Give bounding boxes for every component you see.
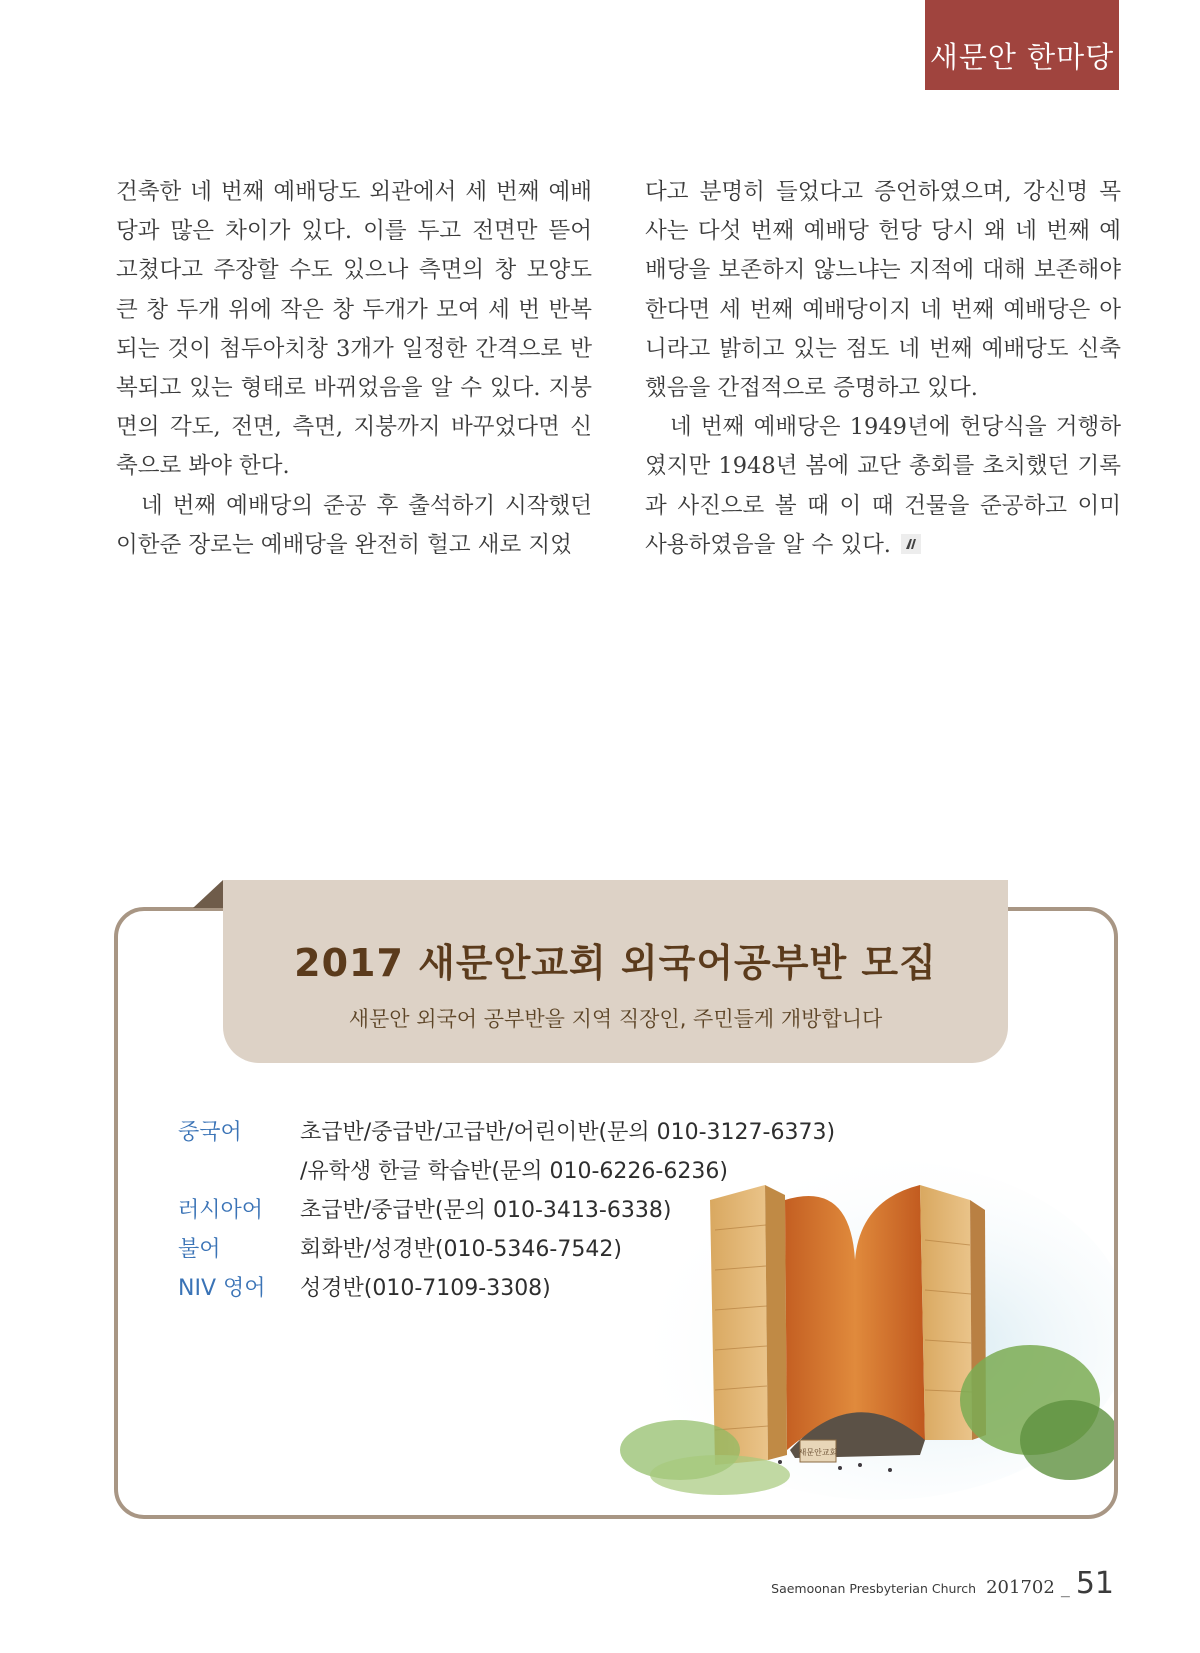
building-sign-text: 새문안교회 <box>798 1448 838 1457</box>
page-footer <box>771 1566 1114 1601</box>
class-detail: 초급반/중급반/고급반/어린이반(문의 010-3127-6373) /유학생 한글 학습반(문의 010-6226-6236) <box>300 1120 836 1184</box>
class-row <box>178 1230 918 1269</box>
class-language: 러시아어 <box>178 1198 264 1223</box>
class-row <box>178 1191 918 1230</box>
page-number: 51 <box>1075 1566 1114 1601</box>
class-language: 중국어 <box>178 1120 242 1145</box>
class-detail: 회화반/성경반(010-5346-7542) <box>300 1237 622 1262</box>
footer-issue: 201702 <box>986 1577 1055 1598</box>
footer-church-name: Saemoonan Presbyterian Church <box>771 1581 977 1596</box>
article-paragraph: 네 번째 예배당의 준공 후 출석하기 시작했던 이한준 장로는 예배당을 완전히 헐고 새로 지었 <box>116 492 592 558</box>
class-detail: 성경반(010-7109-3308) <box>300 1276 551 1301</box>
article-paragraph-last <box>645 408 1121 565</box>
article-paragraph: 다고 분명히 들었다고 증언하였으며, 강신명 목사는 다섯 번째 예배당 헌당 당시 왜 네 번째 예배당을 보존하지 않느냐는 지적에 대해 보존해야 한다면 세 번째 예배당이지 네 번째 예배당은 아니라고 밝히고 있는 점도 네 번째 예배당도 신축했음을 간접적으로 증명하고 있다. <box>645 179 1121 402</box>
section-tab: 새문안 한마당 <box>925 0 1119 90</box>
article-paragraph-text: 네 번째 예배당은 1949년에 헌당식을 거행하였지만 1948년 봄에 교단 총회를 초치했던 기록과 사진으로 볼 때 이 때 건물을 준공하고 이미 사용하였음을 알 수 있다. <box>645 414 1121 558</box>
end-mark-icon <box>901 534 921 554</box>
notice-subtitle: 새문안 외국어 공부반을 지역 직장인, 주민들게 개방합니다 <box>348 1007 883 1031</box>
notice-banner <box>223 880 1008 1063</box>
class-list <box>178 1113 918 1308</box>
class-detail: 초급반/중급반(문의 010-3413-6338) <box>300 1198 672 1223</box>
article-paragraph: 건축한 네 번째 예배당도 외관에서 세 번째 예배당과 많은 차이가 있다. 이를 두고 전면만 뜯어 고쳤다고 주장할 수도 있으나 측면의 창 모양도 큰 창 두개 위에 작은 창 두개가 모여 세 번 반복되는 것이 첨두아치창 3개가 일정한 간격으로 반복되고 있는 형태로 바뀌었음을 알 수 있다. 지붕면의 각도, 전면, 측면, 지붕까지 바꾸었다면 신축으로 봐야 한다. <box>116 179 592 480</box>
footer-separator: _ <box>1060 1577 1070 1598</box>
notice-title: 2017 새문안교회 외국어공부반 모집 <box>294 941 937 985</box>
class-row <box>178 1269 918 1308</box>
article-column-left <box>116 173 592 565</box>
class-language: NIV 영어 <box>178 1276 266 1301</box>
class-row <box>178 1113 918 1191</box>
banner-fold <box>193 880 223 908</box>
class-language: 불어 <box>178 1237 221 1262</box>
article-column-right <box>645 173 1121 565</box>
